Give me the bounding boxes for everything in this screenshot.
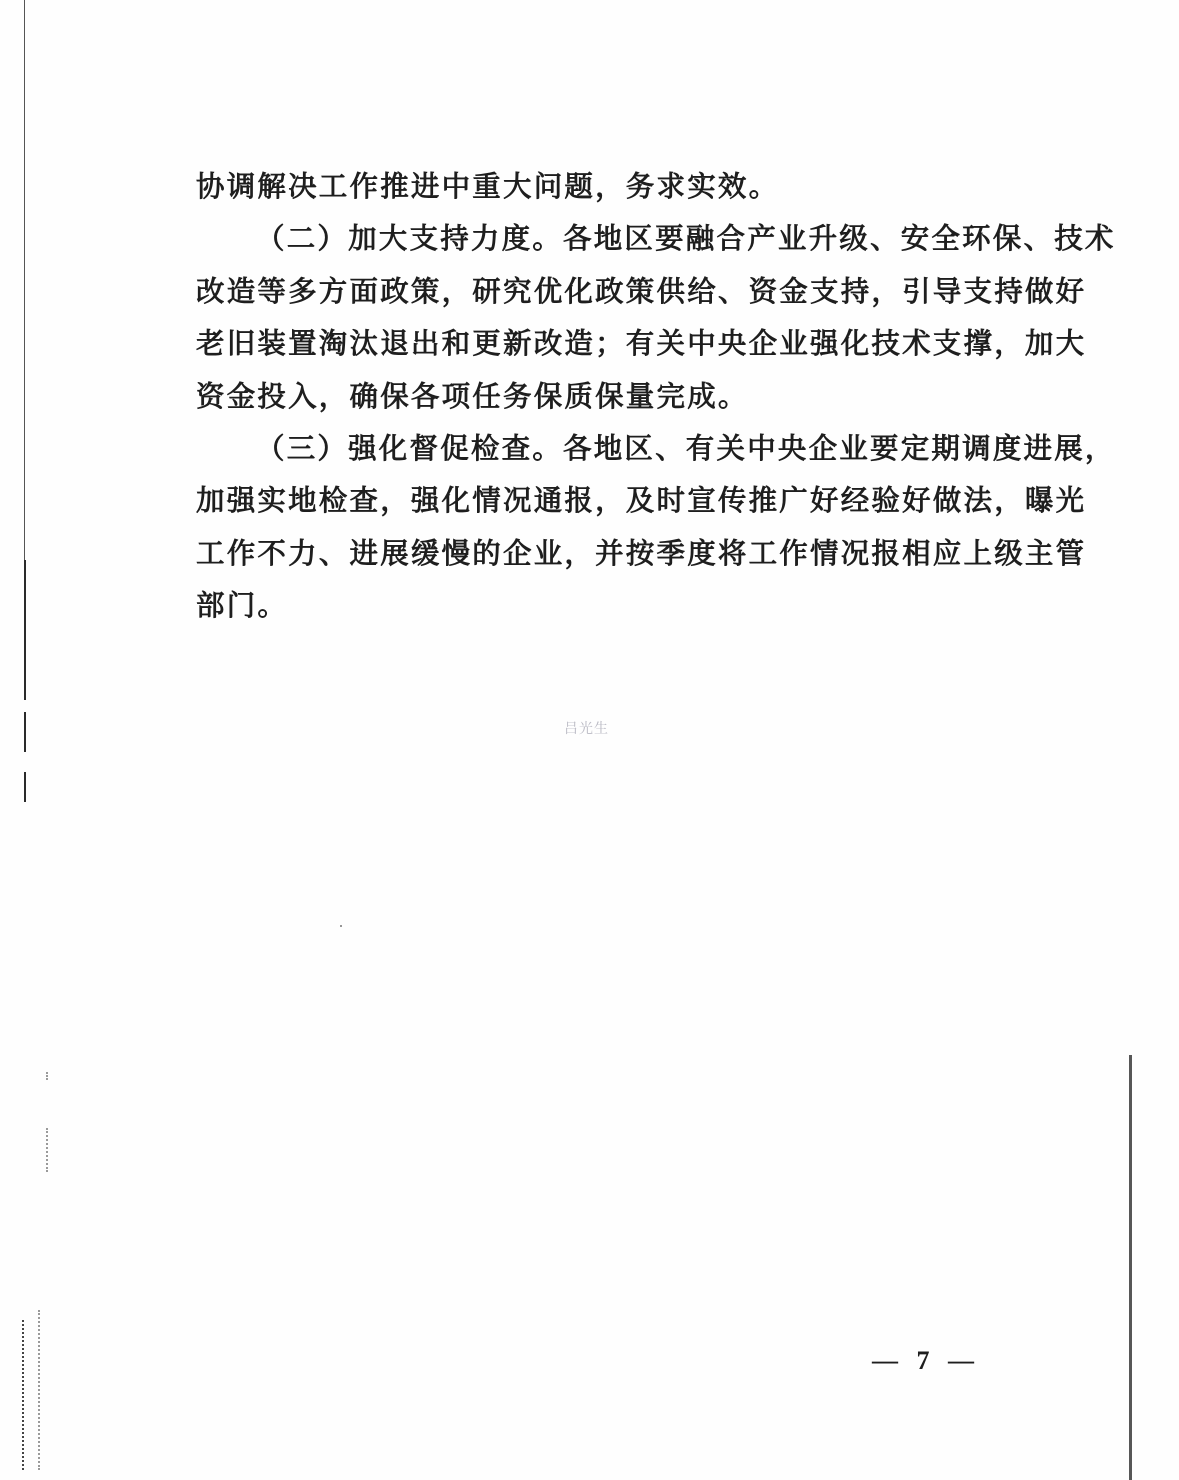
scan-edge-line [24, 0, 25, 570]
paragraph-line: 工作不力、进展缓慢的企业，并按季度将工作情况报相应上级主管 [196, 535, 1087, 570]
scan-edge-dots [46, 1128, 50, 1172]
scan-edge-line-right [1129, 1055, 1132, 1480]
faint-name: 吕光生 [564, 721, 609, 737]
paragraph-line: 资金投入，确保各项任务保质保量完成。 [196, 378, 749, 413]
scan-edge-dots [38, 1310, 42, 1470]
scan-speck [340, 925, 342, 927]
paragraph-line: 老旧装置淘汰退出和更新改造；有关中央企业强化技术支撑，加大 [196, 326, 1087, 361]
paragraph-line: （三）强化督促检查。各地区、有关中央企业要定期调度进展， [256, 430, 1116, 465]
scan-edge-line [24, 712, 26, 752]
scan-edge-line [24, 772, 26, 802]
scan-edge-dots [46, 1072, 50, 1080]
paragraph-line: 改造等多方面政策，研究优化政策供给、资金支持，引导支持做好 [196, 273, 1087, 308]
page-number: — 7 — [872, 1346, 980, 1375]
paragraph-line: 部门。 [196, 588, 289, 623]
body-text [196, 160, 1116, 632]
paragraph-line: （二）加大支持力度。各地区要融合产业升级、安全环保、技术 [256, 221, 1116, 256]
scan-edge-line [24, 560, 26, 700]
scan-edge-dots [22, 1320, 26, 1470]
paragraph-line: 协调解决工作推进中重大问题，务求实效。 [196, 169, 780, 203]
paragraph-line: 加强实地检查，强化情况通报，及时宣传推广好经验好做法，曝光 [196, 483, 1087, 518]
